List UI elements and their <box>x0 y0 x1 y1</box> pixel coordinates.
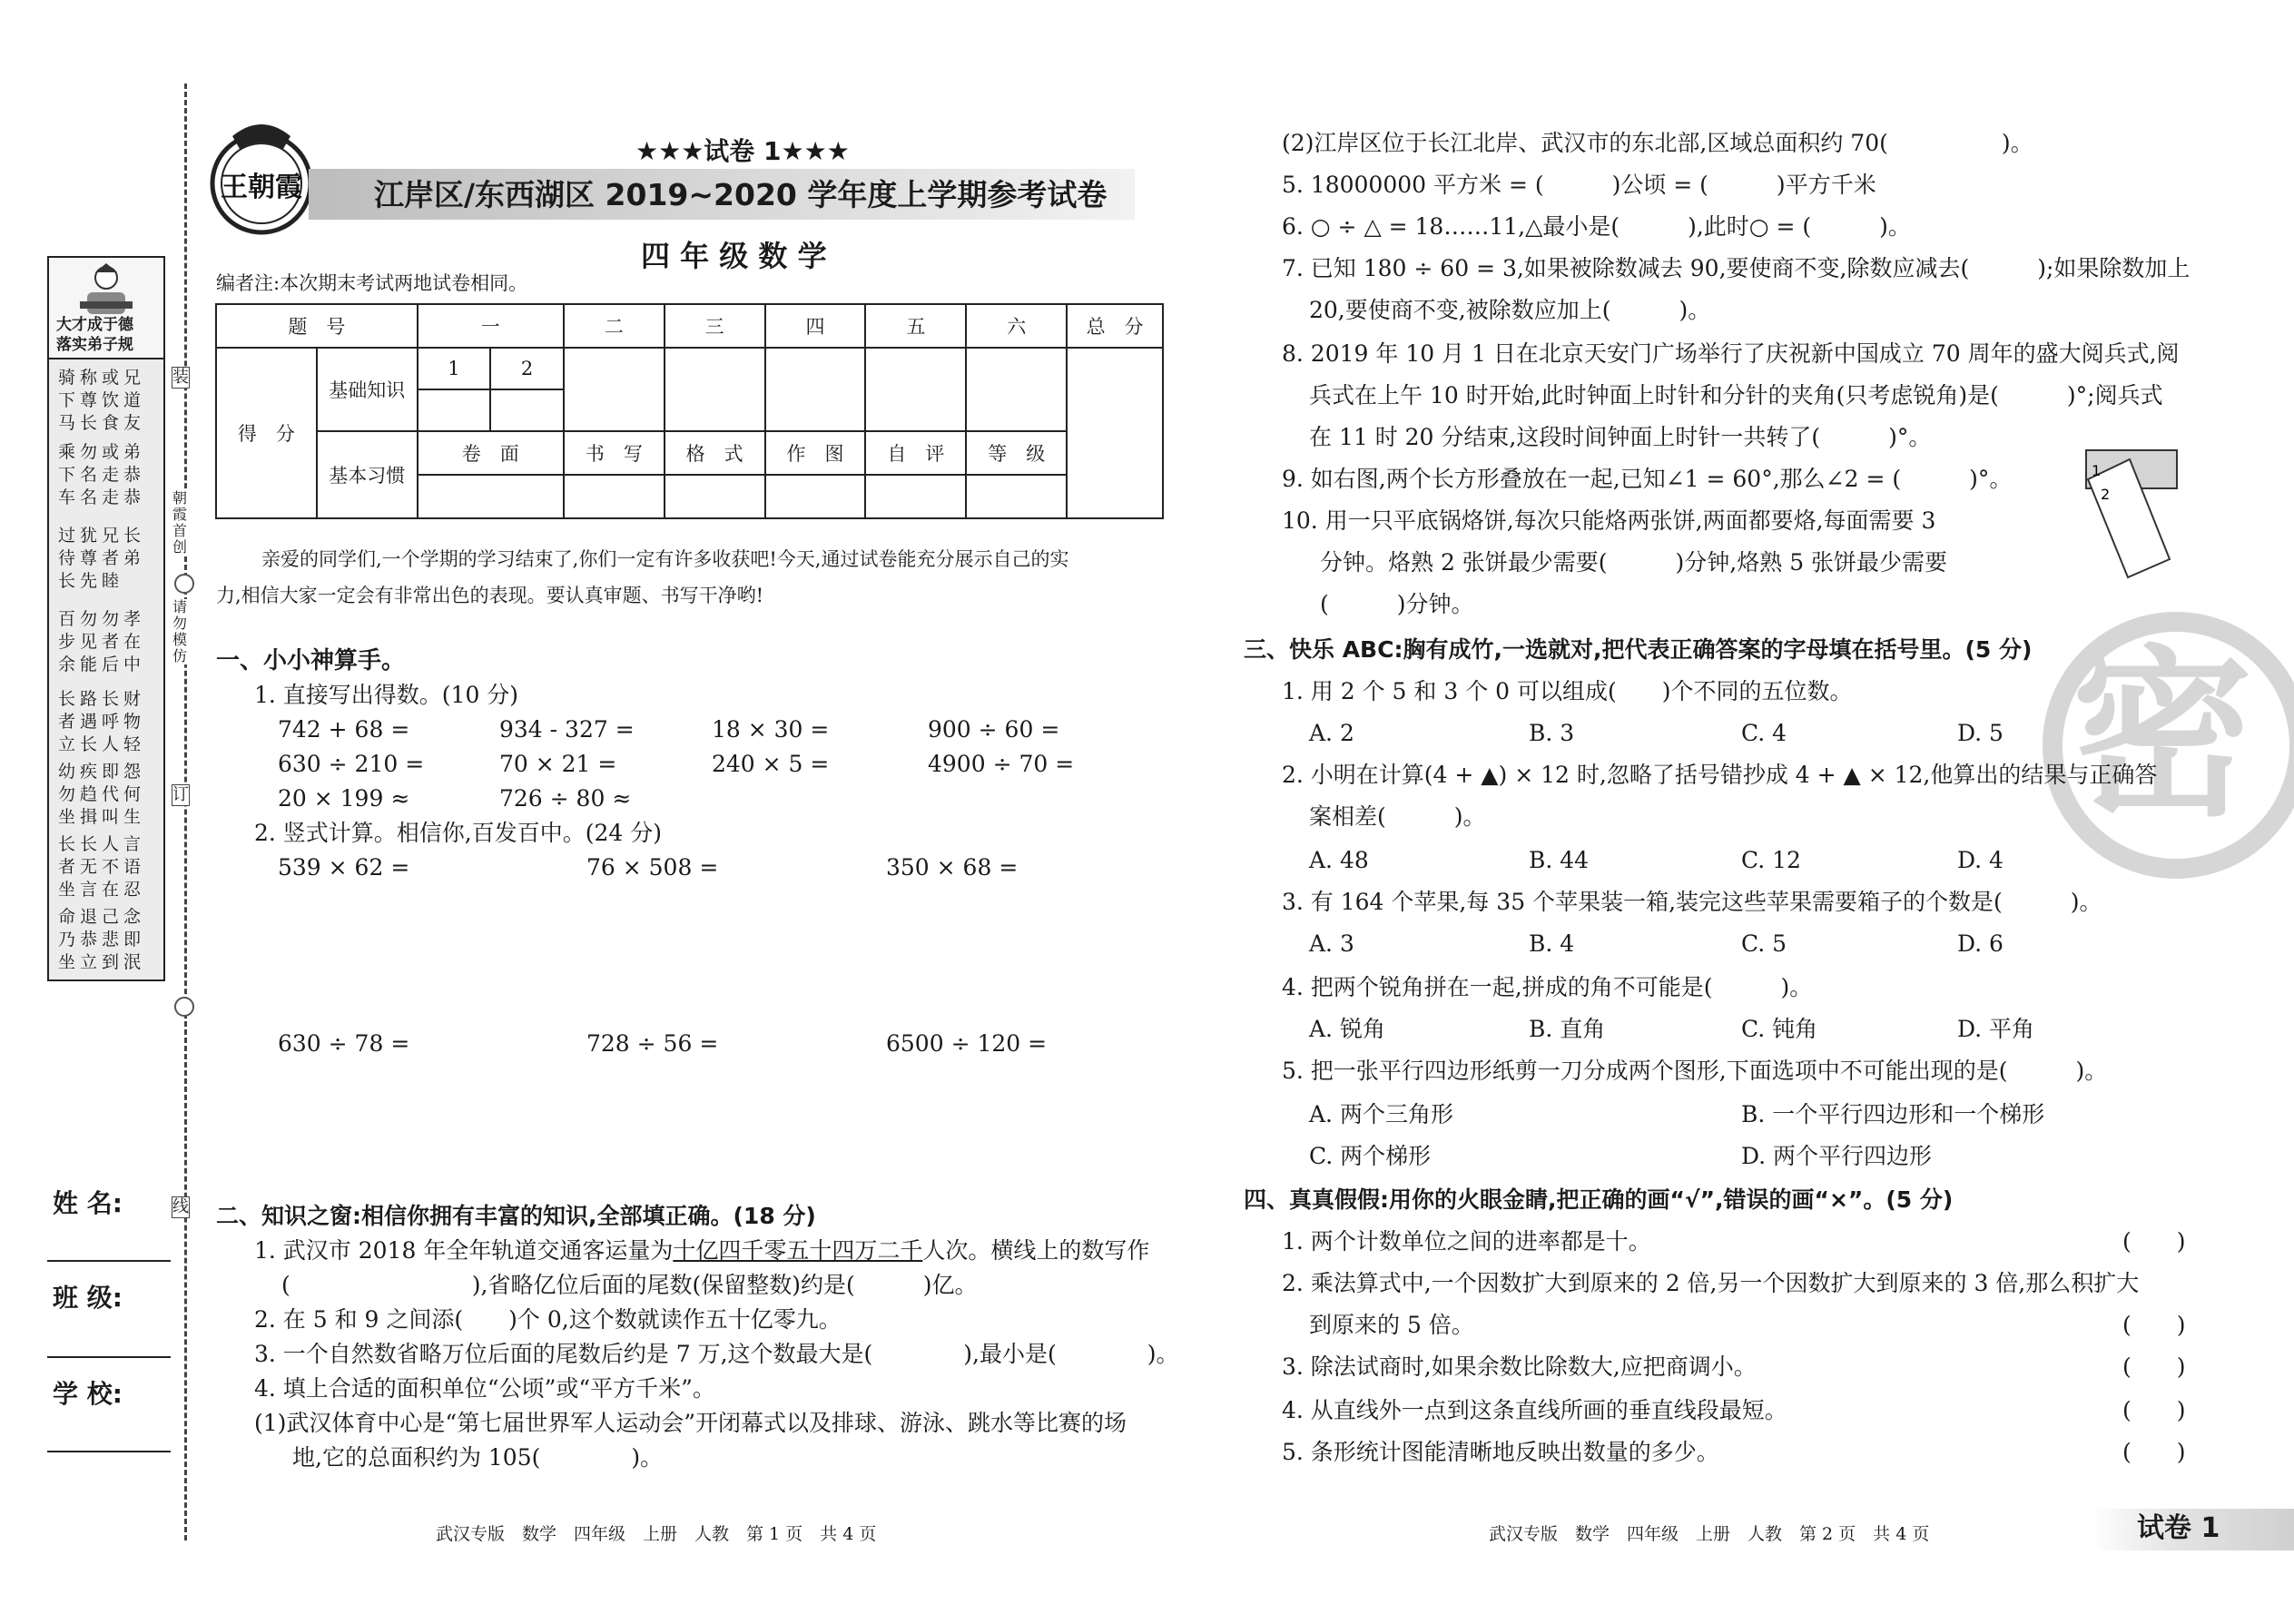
vertical-calc-item: 728 ÷ 56 = <box>586 1030 719 1057</box>
proverb-8: 命退己念乃恭悲即坐立到泯 <box>58 907 146 972</box>
answer-paren[interactable]: ( ) <box>2122 1353 2186 1380</box>
footer-tag: 试卷 1 <box>2137 1512 2220 1544</box>
footer-right: 武汉专版 数学 四年级 上册 人教 第 2 页 共 4 页 <box>1489 1524 1930 1544</box>
total-score-cell[interactable] <box>1067 348 1163 518</box>
option: D. 两个平行四边形 <box>1741 1143 1933 1169</box>
calc-item: 934 - 327 = <box>499 716 635 743</box>
proverb-7: 长长人言者无不语坐言在忍 <box>58 834 146 900</box>
section4-title: 四、真真假假:用你的火眼金睛,把正确的画“√”,错误的画“×”。(5 分) <box>1244 1186 1954 1213</box>
editor-note: 编者注:本次期末考试两地试卷相同。 <box>216 272 528 294</box>
proverb-1: 骑称或兄下尊饮道马长食友 <box>58 368 146 433</box>
school-field[interactable] <box>47 1451 171 1452</box>
option: D. 5 <box>1957 720 2004 746</box>
option: D. 平角 <box>1957 1016 2035 1042</box>
proverb-3: 过犹兄长待尊者弟长先睦 <box>58 526 146 591</box>
score-cell[interactable] <box>665 475 765 518</box>
calc-item: 240 × 5 = <box>712 751 830 777</box>
section2-title: 二、知识之窗:相信你拥有丰富的知识,全部填正确。(18 分) <box>216 1203 816 1229</box>
vertical-calc-item: 76 × 508 = <box>586 854 719 881</box>
score-cell[interactable] <box>966 348 1067 431</box>
rectangles-figure <box>2079 445 2206 581</box>
name-label: 姓 名: <box>53 1188 123 1218</box>
underlined-number: 十亿四千零五十四万二千 <box>673 1237 923 1264</box>
score-cell[interactable] <box>966 475 1067 518</box>
s2-q4: 4. 填上合适的面积单位“公顷”或“平方千米”。 <box>254 1375 715 1402</box>
s2-q10-line-3: ( )分钟。 <box>1320 591 1474 617</box>
footer-left: 武汉专版 数学 四年级 上册 人教 第 1 页 共 4 页 <box>436 1524 877 1544</box>
habit-col-self: 自 评 <box>865 431 966 475</box>
s3-q2-line-1: 2. 小明在计算(4 + ▲) × 12 时,忽略了括号错抄成 4 + ▲ × 12,他算出的结果与正确答 <box>1282 762 2158 788</box>
s2-q1-line-2: ( ),省略亿位后面的尾数(保留整数)约是( )亿。 <box>281 1272 978 1298</box>
option: D. 6 <box>1957 930 2004 957</box>
habit-col-writing: 书 写 <box>564 431 665 475</box>
sub-col-1: 1 <box>418 348 491 389</box>
score-cell[interactable] <box>765 348 866 431</box>
s2-q8-line-3: 在 11 时 20 分结束,这段时间钟面上时针一共转了( )°。 <box>1309 424 1932 450</box>
option: A. 锐角 <box>1309 1016 1385 1042</box>
s2-q8-line-2: 兵式在上午 10 时开始,此时钟面上时针和分针的夹角(只考虑锐角)是( )°;阅兵式 <box>1309 382 2163 408</box>
score-cell[interactable] <box>564 348 665 431</box>
calc-item: 726 ÷ 80 ≈ <box>499 785 632 812</box>
header-col-1: 一 <box>418 304 564 348</box>
s3-q2-line-2: 案相差( )。 <box>1309 803 1486 830</box>
class-field[interactable] <box>47 1356 171 1358</box>
s3-q5: 5. 把一张平行四边形纸剪一刀分成两个图形,下面选项中不可能出现的是( )。 <box>1282 1058 2108 1084</box>
option: B. 一个平行四边形和一个梯形 <box>1741 1101 2045 1127</box>
header-question: 题 号 <box>216 304 418 348</box>
option: B. 3 <box>1529 720 1575 746</box>
calc-item: 900 ÷ 60 = <box>928 716 1060 743</box>
intro-line-1: 亲爱的同学们,一个学期的学习结束了,你们一定有许多收获吧!今天,通过试卷能充分展示自己的实 <box>261 548 1069 570</box>
s2-q1-line-1: 1. 武汉市 2018 年全年轨道交通客运量为十亿四千零五十四万二千人次。横线上的数写作 <box>254 1237 1150 1264</box>
sub-col-2: 2 <box>490 348 564 389</box>
s2-q10-line-2: 分钟。烙熟 2 张饼最少需要( )分钟,烙熟 5 张饼最少需要 <box>1320 549 1948 576</box>
option: C. 4 <box>1741 720 1787 746</box>
class-label: 班 级: <box>53 1283 123 1313</box>
s2-q4-1-line-1: (1)武汉体育中心是“第七届世界军人运动会”开闭幕式以及排球、游泳、跳水等比赛的场 <box>254 1410 1127 1436</box>
s2-q6: 6. ○ ÷ △ = 18……11,△最小是( ),此时○ = ( )。 <box>1282 213 1911 240</box>
s4-q2-line-1: 2. 乘法算式中,一个因数扩大到原来的 2 倍,另一个因数扩大到原来的 3 倍,那么积扩大 <box>1282 1270 2140 1296</box>
answer-paren[interactable]: ( ) <box>2122 1312 2186 1338</box>
s4-q2-line-2: 到原来的 5 倍。 <box>1309 1312 1474 1338</box>
habit-col-neatness: 卷 面 <box>418 431 564 475</box>
proverb-2: 乘勿或弟下名走恭车名走恭 <box>58 442 146 507</box>
paper-label: ★★★试卷 1★★★ <box>635 136 850 166</box>
answer-paren[interactable]: ( ) <box>2122 1397 2186 1423</box>
s2-q8-line-1: 8. 2019 年 10 月 1 日在北京天安门广场举行了庆祝新中国成立 70 周年的盛大阅兵式,阅 <box>1282 340 2180 367</box>
fold-mark-3: 线 <box>172 1197 189 1216</box>
option: D. 4 <box>1957 847 2004 873</box>
s2-q7-line-2: 20,要使商不变,被除数应加上( )。 <box>1309 297 1711 323</box>
vertical-calc-item: 539 × 62 = <box>278 854 410 881</box>
header-col-5: 五 <box>865 304 966 348</box>
row-label-score: 得 分 <box>216 348 317 518</box>
vertical-calc-item: 630 ÷ 78 = <box>278 1030 410 1057</box>
sidebar-header <box>49 258 163 359</box>
s1-q2-title: 2. 竖式计算。相信你,百发百中。(24 分) <box>254 820 663 846</box>
vertical-note-2: 请勿模仿 <box>172 598 188 664</box>
habit-col-grade: 等 级 <box>966 431 1067 475</box>
option: A. 2 <box>1309 720 1354 746</box>
basic-habits-label: 基本习惯 <box>317 431 418 518</box>
score-table <box>215 303 1164 519</box>
habit-col-drawing: 作 图 <box>765 431 866 475</box>
score-cell[interactable] <box>765 475 866 518</box>
exam-title: 江岸区/东西湖区 2019~2020 学年度上学期参考试卷 <box>374 177 1108 212</box>
spiral-icon <box>174 574 194 594</box>
option: C. 5 <box>1741 930 1787 957</box>
option: C. 两个梯形 <box>1309 1143 1432 1169</box>
calc-item: 4900 ÷ 70 = <box>928 751 1075 777</box>
score-cell[interactable] <box>665 348 765 431</box>
answer-paren[interactable]: ( ) <box>2122 1228 2186 1255</box>
school-label: 学 校: <box>53 1379 123 1409</box>
s4-q4: 4. 从直线外一点到这条直线所画的垂直线段最短。 <box>1282 1397 1787 1423</box>
s2-q2: 2. 在 5 和 9 之间添( )个 0,这个数就读作五十亿零九。 <box>254 1306 842 1333</box>
vertical-calc-item: 6500 ÷ 120 = <box>886 1030 1048 1057</box>
s2-q5: 5. 18000000 平方米 = ( )公顷 = ( )平方千米 <box>1282 172 1876 198</box>
s4-q3: 3. 除法试商时,如果余数比除数大,应把商调小。 <box>1282 1353 1757 1380</box>
vertical-note-1: 朝霞首创 <box>172 489 188 556</box>
s2-q9: 9. 如右图,两个长方形叠放在一起,已知∠1 = 60°,那么∠2 = ( )°。 <box>1282 466 2013 492</box>
calc-item: 18 × 30 = <box>712 716 830 743</box>
section3-title: 三、快乐 ABC:胸有成竹,一选就对,把代表正确答案的字母填在括号里。(5 分) <box>1244 636 2033 663</box>
s3-q4: 4. 把两个锐角拼在一起,拼成的角不可能是( )。 <box>1282 974 1813 1000</box>
s3-q1: 1. 用 2 个 5 和 3 个 0 可以组成( )个不同的五位数。 <box>1282 678 1853 704</box>
header-col-6: 六 <box>966 304 1067 348</box>
fold-mark-1: 装 <box>172 368 189 387</box>
section1-title: 一、小小神算手。 <box>216 647 406 674</box>
proverb-5: 长路长财者遇呼物立长人轻 <box>58 689 146 754</box>
name-field[interactable] <box>47 1260 171 1262</box>
score-cell[interactable] <box>865 348 966 431</box>
score-cell[interactable] <box>865 475 966 518</box>
s3-q3: 3. 有 164 个苹果,每 35 个苹果装一箱,装完这些苹果需要箱子的个数是( )。 <box>1282 889 2102 915</box>
s2-q7-line-1: 7. 已知 180 ÷ 60 = 3,如果被除数减去 90,要使商不变,除数应减去( );如果除数加上 <box>1282 255 2191 281</box>
option: C. 钝角 <box>1741 1016 1818 1042</box>
option: B. 4 <box>1529 930 1575 957</box>
stamp-char: 密 <box>2072 630 2254 842</box>
sidebar-panel <box>47 256 165 981</box>
header-total: 总 分 <box>1067 304 1163 348</box>
logo-text: 王朝霞 <box>221 172 302 203</box>
basic-knowledge-label: 基础知识 <box>317 348 418 431</box>
s2-q4-1-line-2: 地,它的总面积约为 105( )。 <box>292 1444 664 1471</box>
subject-title: 四 年 级 数 学 <box>641 239 827 273</box>
scholar-icon <box>76 261 136 318</box>
score-cell[interactable] <box>418 389 491 431</box>
answer-paren[interactable]: ( ) <box>2122 1439 2186 1465</box>
header-col-3: 三 <box>665 304 765 348</box>
header-col-2: 二 <box>564 304 665 348</box>
option: A. 48 <box>1309 847 1369 873</box>
angle-2-label: 2 <box>2101 486 2111 503</box>
s2-q10-line-1: 10. 用一只平底锅烙饼,每次只能烙两张饼,两面都要烙,每面需要 3 <box>1282 507 1936 534</box>
option: B. 44 <box>1529 847 1590 873</box>
vertical-calc-item: 350 × 68 = <box>886 854 1019 881</box>
fold-mark-2: 订 <box>172 785 189 804</box>
calc-item: 742 + 68 = <box>278 716 410 743</box>
spiral-icon <box>174 997 194 1017</box>
calc-item: 630 ÷ 210 = <box>278 751 425 777</box>
s1-q1-title: 1. 直接写出得数。(10 分) <box>254 682 519 708</box>
proverb-4: 百勿勿孝步见者在余能后中 <box>58 609 146 674</box>
s2-q4-2: (2)江岸区位于长江北岸、武汉市的东北部,区域总面积约 70( )。 <box>1282 130 2033 156</box>
intro-line-2: 力,相信大家一定会有非常出色的表现。要认真审题、书写干净哟! <box>216 585 764 606</box>
option: A. 3 <box>1309 930 1354 957</box>
proverb-6: 幼疾即怨勿趋代何坐揖叫生 <box>58 762 146 827</box>
motto-top: 大才成于德 <box>56 316 133 334</box>
option: C. 12 <box>1741 847 1801 873</box>
habit-col-format: 格 式 <box>665 431 765 475</box>
calc-item: 70 × 21 = <box>499 751 617 777</box>
angle-1-label: 1 <box>2092 462 2102 479</box>
score-cell[interactable] <box>564 475 665 518</box>
motto-bottom: 落实弟子规 <box>56 336 133 354</box>
brand-logo <box>207 113 316 244</box>
s4-q1: 1. 两个计数单位之间的进率都是十。 <box>1282 1228 1651 1255</box>
calc-item: 20 × 199 ≈ <box>278 785 410 812</box>
score-cell[interactable] <box>418 475 564 518</box>
binding-dash-line <box>184 84 187 1540</box>
option: A. 两个三角形 <box>1309 1101 1453 1127</box>
score-cell[interactable] <box>490 389 564 431</box>
s4-q5: 5. 条形统计图能清晰地反映出数量的多少。 <box>1282 1439 1719 1465</box>
option: B. 直角 <box>1529 1016 1606 1042</box>
s2-q3: 3. 一个自然数省略万位后面的尾数后约是 7 万,这个数最大是( ),最小是( )。 <box>254 1341 1179 1367</box>
header-col-4: 四 <box>765 304 866 348</box>
